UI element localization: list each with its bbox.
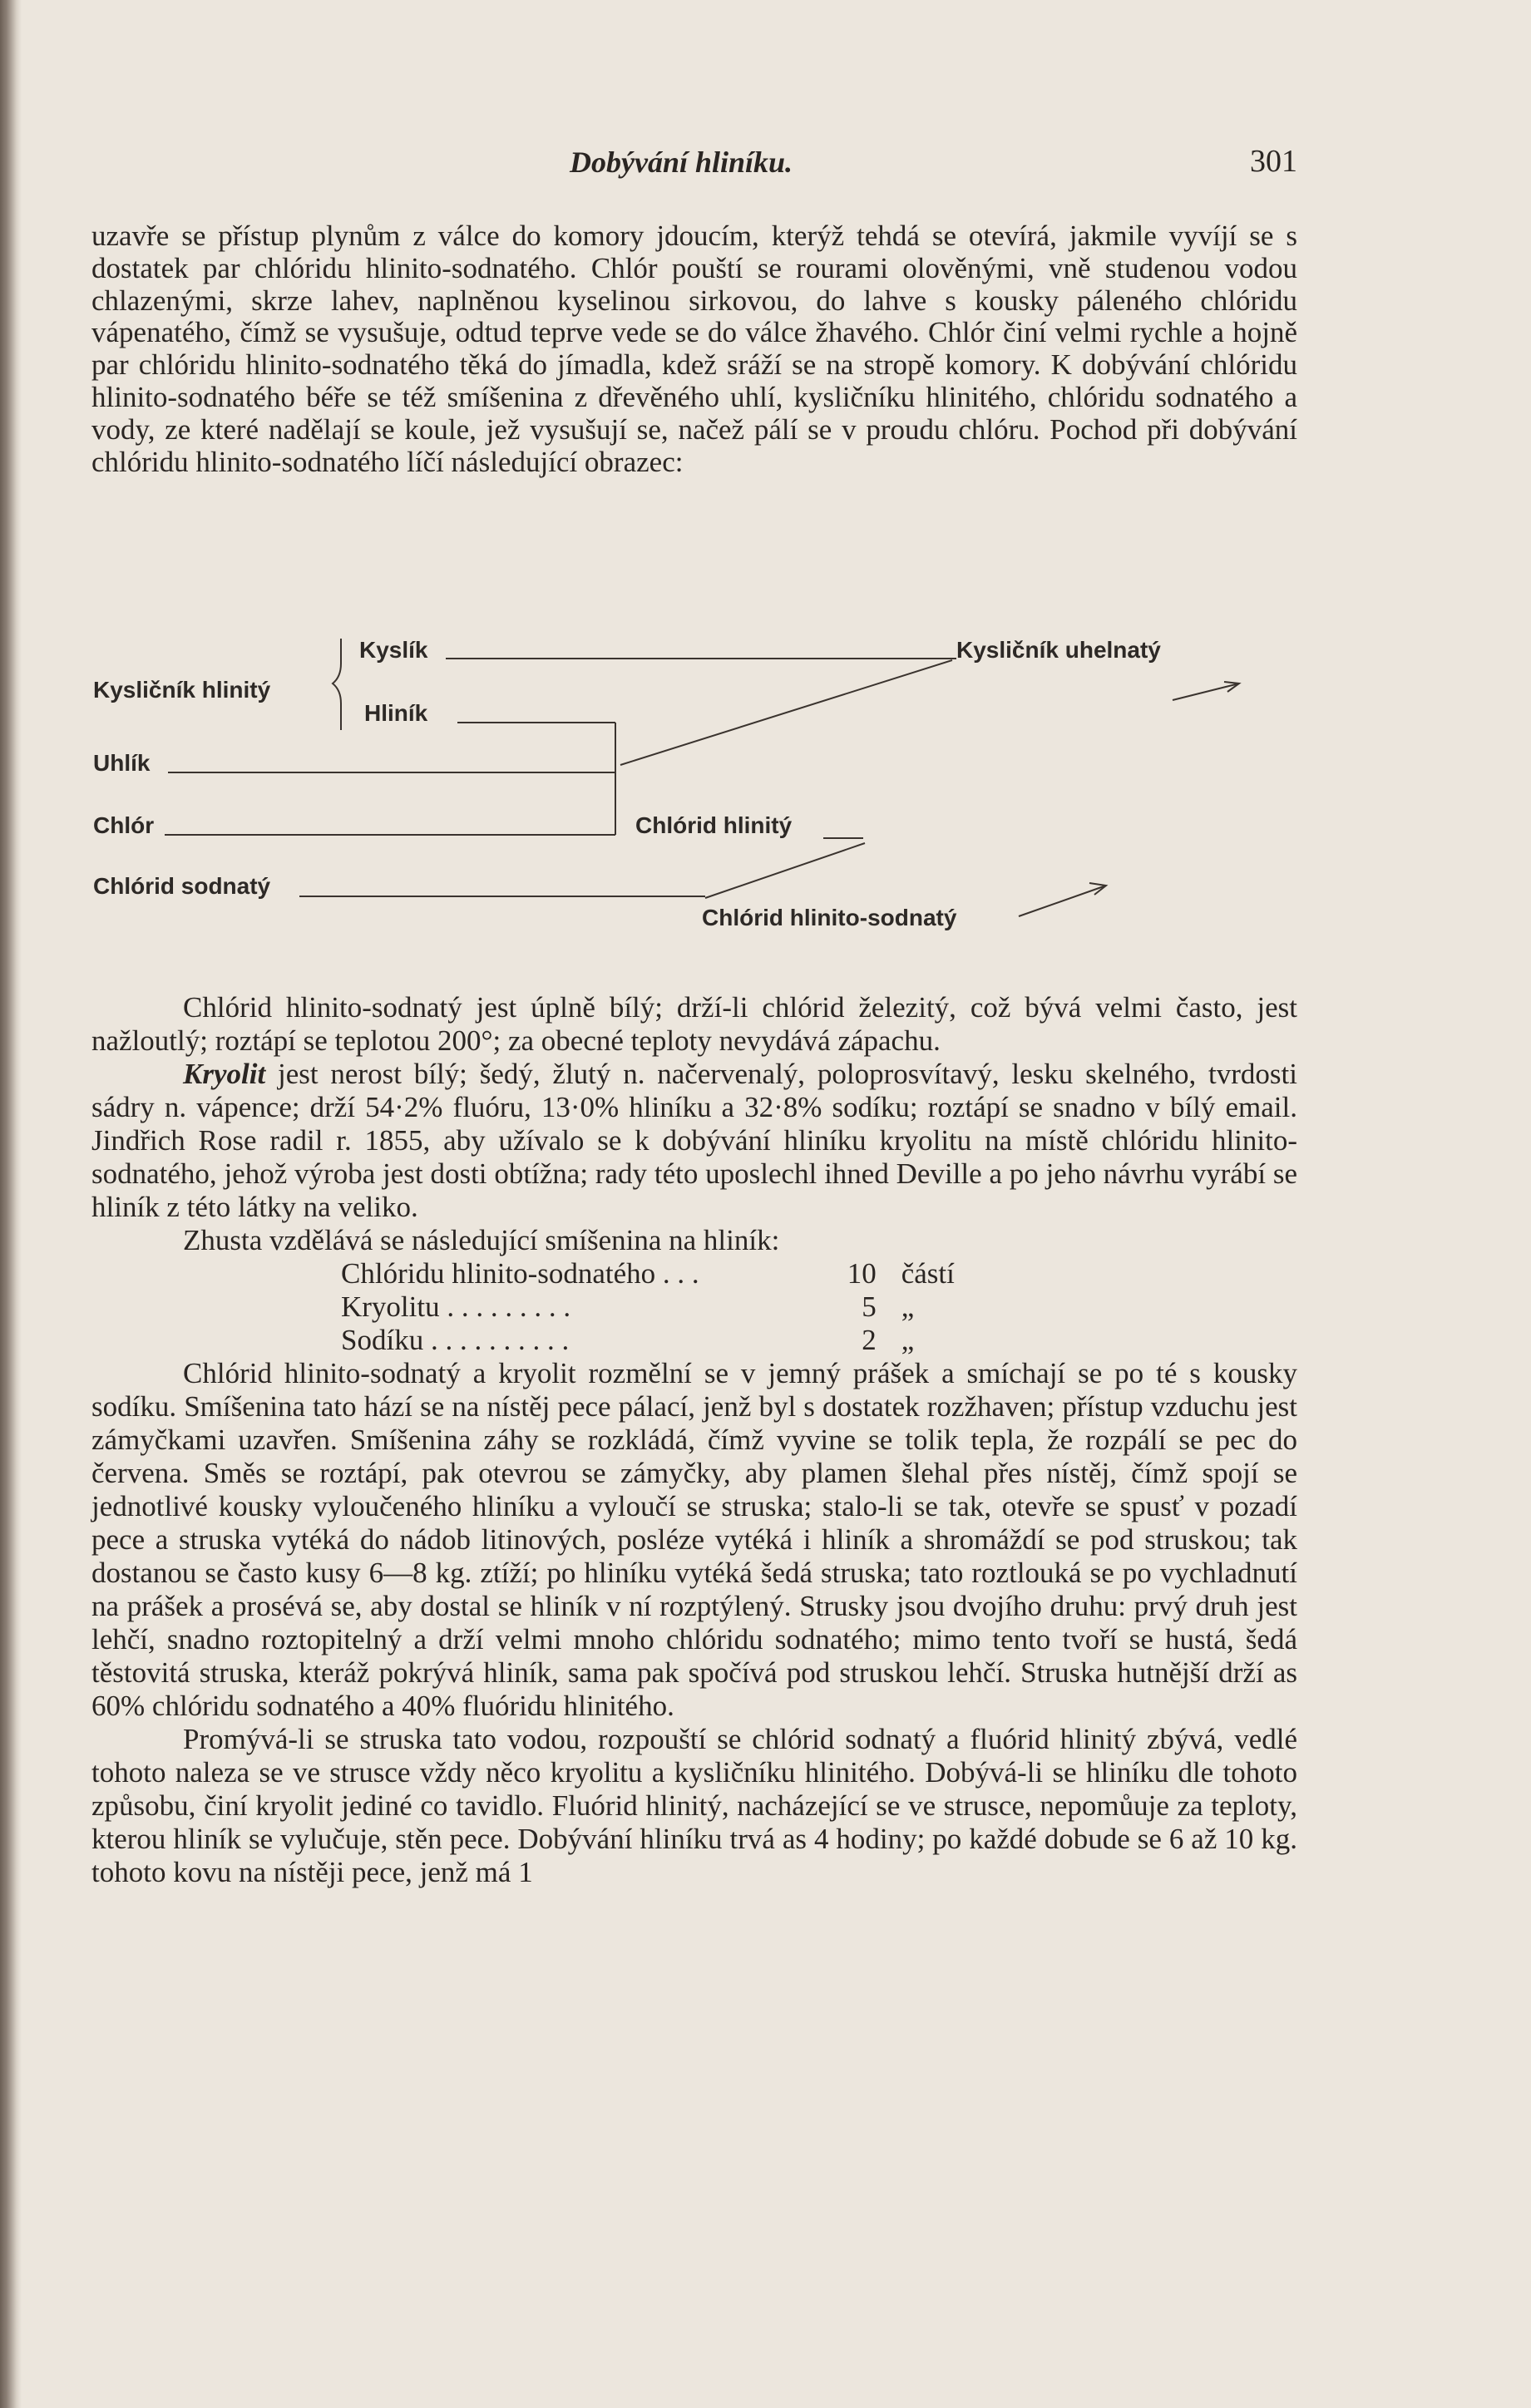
diagram-lines <box>91 624 1297 989</box>
recipe-unit: částí <box>901 1257 955 1290</box>
running-title: Dobývání hliníku. <box>570 146 793 179</box>
diagonal-to-oxide <box>620 660 952 765</box>
recipe-row <box>341 1324 1023 1357</box>
brace-line <box>333 639 341 730</box>
book-binding-edge <box>0 0 22 2408</box>
label-chlorid-hlinito-sodnaty: Chlórid hlinito-sodnatý <box>702 905 957 930</box>
arrow-product-shaft <box>1019 886 1106 916</box>
recipe-table <box>341 1257 1023 1357</box>
body-text-bottom <box>91 991 1297 1889</box>
arrow-co-shaft <box>1173 683 1239 700</box>
recipe-ingredient: Chlóridu hlinito-sodnatého . . . <box>341 1257 699 1290</box>
paragraph-6: Promývá-li se struska tato vodou, rozpouští se chlórid sodnatý a fluórid hlinitý zbývá, vedlé tohoto naleza se ve strusce vždy něco kryolitu a kysličníku hlinitého. Dobývá-li se hliníku dle tohoto způsobu, činí kryolit jediné co tavidlo. Fluórid hlinitý, nacházející se ve strusce, nepomůuje za teploty, kterou hliník se vylučuje, stěn pece. Dobývání hliníku trvá as 4 hodiny; po každé dobude se 6 až 10 kg. tohoto kovu na nístěji pece, jenž má 1 <box>91 1723 1297 1888</box>
label-uhlik: Uhlík <box>93 750 151 776</box>
label-hlinik: Hliník <box>364 700 428 726</box>
kryolit-term: Kryolit <box>183 1058 266 1090</box>
recipe-amount: 5 <box>862 1290 877 1323</box>
diagonal-to-product <box>705 843 865 898</box>
recipe-ingredient: Kryolitu . . . . . . . . . <box>341 1290 571 1323</box>
label-chlorid-hlinity: Chlórid hlinitý <box>635 812 793 838</box>
label-kyslik: Kyslík <box>359 637 428 663</box>
recipe-row <box>341 1290 1023 1324</box>
paragraph-3 <box>91 1058 1297 1224</box>
page-number: 301 <box>1250 144 1297 179</box>
paragraph-5: Chlórid hlinito-sodnatý a kryolit rozmělní se v jemný prášek a smíchají se po té s kousky sodíku. Smíšenina tato hází se na nístěj pece pálací, jenž byl s dostatek rozžhaven; přístup vzduchu jest zámyčkami uzavřen. Smíšenina záhy se rozkládá, čímž vyvine se tolik tepla, že rozpálí se pec do červena. Směs se roztápí, pak otevrou se zámyčky, aby plamen šlehal přes nístěj, čímž spojí se jednotlivé kousky vyloučeného hliníku a vyloučí se struska; stalo-li se tak, otevře se spusť v pozadí pece a struska vytéká do nádob litinových, posléze vytéká i hliník a shromáždí se pod struskou; tak dostanou se často kusy 6—8 kg. ztíží; po hliníku vytéká šedá struska; tato roztlouká se po vychladnutí na prášek a prosévá se, aby dostal se hliník v ní rozptýlený. Strusky jsou dvojího druhu: prvý druh jest lehčí, snadno roztopitelný a drží velmi mnoho chlóridu sodnatého; mimo tento tvoří se hustá, šedá těstovitá struska, kteráž pokrývá hliník, sama pak spočívá pod struskou lehčí. Struska hutnější drží as 60% chlóridu sodnatého a 40% fluóridu hlinitého. <box>91 1357 1297 1722</box>
label-kyslicnik-uhelnaty: Kysličník uhelnatý <box>956 637 1161 663</box>
recipe-amount: 10 <box>847 1257 877 1290</box>
label-chlor: Chlór <box>93 812 155 838</box>
paragraph-4: Zhusta vzdělává se následující smíšenina na hliník: <box>183 1224 780 1256</box>
body-text-top <box>91 220 1297 478</box>
recipe-unit: „ <box>901 1324 915 1356</box>
paragraph-1: uzavře se přístup plynům z válce do komory jdoucím, kterýž tehdá se otevírá, jakmile vyvíjí se s dostatek par chlóridu hlinito-sodnatého. Chlór pouští se rourami olověnými, vně studenou vodou chlazenými, skrze lahev, naplněnou kyselinou sirkovou, do lahve s kousky páleného chlóridu vápenatého, čímž se vysušuje, odtud teprve vede se do válce žhavého. Chlór činí velmi rychle a hojně par chlóridu hlinito-sodnatého těká do jímadla, kdež sráží se na stropě komory. K dobývání chlóridu hlinito-sodnatého béře se též smíšenina z dřevěného uhlí, kysličníku hlinitého, chlóridu sodnatého a vody, ze které nadělají se koule, jež vysušují se, načež pálí se v proudu chlóru. Pochod při dobývání chlóridu hlinito-sodnatého líčí následující obrazec: <box>91 220 1297 478</box>
label-kyslicnik-hlinity: Kysličník hlinitý <box>93 677 271 703</box>
running-head <box>91 141 1297 191</box>
paragraph-2: Chlórid hlinito-sodnatý jest úplně bílý; drží-li chlórid železitý, což bývá velmi často, jest nažloutlý; roztápí se teplotou 200°; za obecné teploty nevydává zápachu. <box>91 991 1297 1057</box>
label-chlorid-sodnaty: Chlórid sodnatý <box>93 873 271 899</box>
recipe-unit: „ <box>901 1290 915 1323</box>
recipe-ingredient: Sodíku . . . . . . . . . . <box>341 1324 570 1356</box>
recipe-row <box>341 1257 1023 1290</box>
paragraph-3-text: jest nerost bílý; šedý, žlutý n. načervenalý, poloprosvítavý, lesku skelného, tvrdosti sádry n. vápence; drží 54·2% fluóru, 13·0% hliníku a 32·8% sodíku; roztápí se snadno v bílý email. Jindřich Rose radil r. 1855, aby užívalo se k dobývání hliníku kryolitu na místě chlóridu hlinito-sodnatého, jehož výroba jest dosti obtížna; rady této uposlechl ihned Deville a po jeho návrhu vyrábí se hliník z této látky na veliko. <box>91 1058 1297 1223</box>
recipe-amount: 2 <box>862 1324 877 1356</box>
